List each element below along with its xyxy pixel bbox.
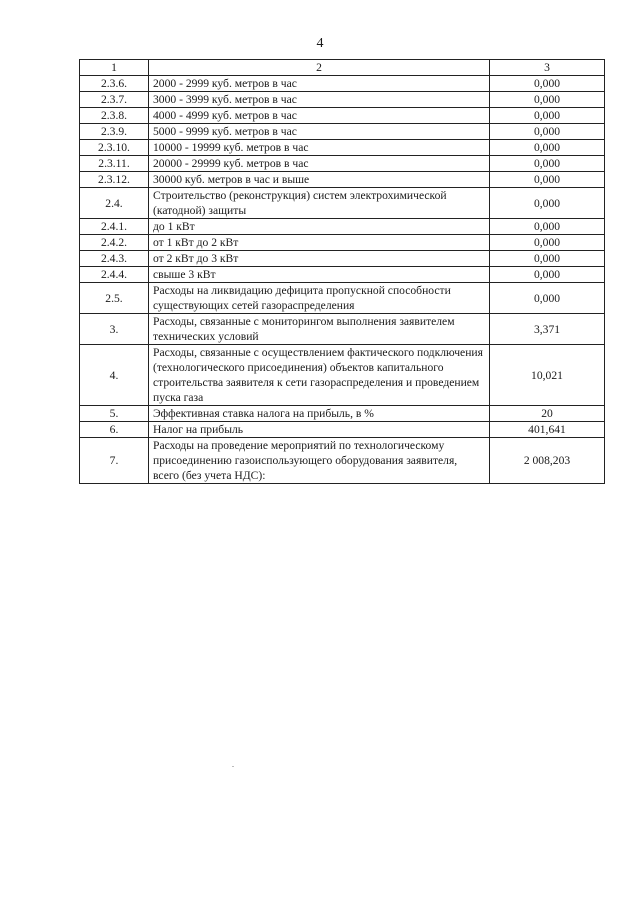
row-description-cell: Эффективная ставка налога на прибыль, в %: [149, 406, 490, 422]
table-row: [80, 188, 605, 219]
scan-speck: [232, 766, 234, 767]
row-value-cell: 0,000: [490, 124, 605, 140]
row-description-cell: от 2 кВт до 3 кВт: [149, 251, 490, 267]
column-header-2: 2: [149, 60, 490, 76]
row-description-cell: от 1 кВт до 2 кВт: [149, 235, 490, 251]
row-number-cell: 2.3.12.: [80, 172, 149, 188]
row-value-cell: 10,021: [490, 345, 605, 406]
row-number-cell: 2.4.: [80, 188, 149, 219]
row-value-cell: 0,000: [490, 172, 605, 188]
row-value-cell: 0,000: [490, 156, 605, 172]
column-header-1: 1: [80, 60, 149, 76]
row-description-cell: 4000 - 4999 куб. метров в час: [149, 108, 490, 124]
table-row: [80, 108, 605, 124]
row-value-cell: 3,371: [490, 314, 605, 345]
table-row: [80, 76, 605, 92]
row-number-cell: 2.3.6.: [80, 76, 149, 92]
table-row: [80, 219, 605, 235]
row-description-cell: 5000 - 9999 куб. метров в час: [149, 124, 490, 140]
row-description-cell: свыше 3 кВт: [149, 267, 490, 283]
row-value-cell: 2 008,203: [490, 438, 605, 484]
page-number: 4: [316, 36, 324, 51]
row-number-cell: 7.: [80, 438, 149, 484]
row-number-cell: 2.3.11.: [80, 156, 149, 172]
row-number-cell: 2.5.: [80, 283, 149, 314]
row-description-cell: Строительство (реконструкция) систем электрохимической (катодной) защиты: [149, 188, 490, 219]
row-number-cell: 2.4.2.: [80, 235, 149, 251]
row-value-cell: 0,000: [490, 188, 605, 219]
row-number-cell: 2.3.7.: [80, 92, 149, 108]
row-value-cell: 0,000: [490, 283, 605, 314]
row-value-cell: 0,000: [490, 76, 605, 92]
row-number-cell: 2.4.3.: [80, 251, 149, 267]
table-row: [80, 422, 605, 438]
row-number-cell: 2.4.1.: [80, 219, 149, 235]
row-number-cell: 2.3.8.: [80, 108, 149, 124]
row-number-cell: 2.3.9.: [80, 124, 149, 140]
row-number-cell: 6.: [80, 422, 149, 438]
table-row: [80, 156, 605, 172]
row-description-cell: Расходы, связанные с осуществлением фактического подключения (технологического присоединения) объектов капитального строительства заявителя к сети газораспределения и проведением пуска газа: [149, 345, 490, 406]
row-description-cell: Налог на прибыль: [149, 422, 490, 438]
row-description-cell: 30000 куб. метров в час и выше: [149, 172, 490, 188]
row-value-cell: 0,000: [490, 140, 605, 156]
row-value-cell: 0,000: [490, 219, 605, 235]
row-number-cell: 5.: [80, 406, 149, 422]
row-description-cell: 2000 - 2999 куб. метров в час: [149, 76, 490, 92]
row-description-cell: Расходы на ликвидацию дефицита пропускной способности существующих сетей газораспределения: [149, 283, 490, 314]
table-header-row: [80, 60, 605, 76]
row-number-cell: 2.4.4.: [80, 267, 149, 283]
row-value-cell: 0,000: [490, 235, 605, 251]
table-row: [80, 140, 605, 156]
row-description-cell: 3000 - 3999 куб. метров в час: [149, 92, 490, 108]
row-description-cell: 10000 - 19999 куб. метров в час: [149, 140, 490, 156]
row-value-cell: 0,000: [490, 267, 605, 283]
row-number-cell: 2.3.10.: [80, 140, 149, 156]
table-row: [80, 235, 605, 251]
table-row: [80, 345, 605, 406]
table-row: [80, 172, 605, 188]
row-number-cell: 3.: [80, 314, 149, 345]
table-row: [80, 438, 605, 484]
row-value-cell: 0,000: [490, 108, 605, 124]
table-row: [80, 251, 605, 267]
row-description-cell: 20000 - 29999 куб. метров в час: [149, 156, 490, 172]
table-row: [80, 283, 605, 314]
table-row: [80, 92, 605, 108]
column-header-3: 3: [490, 60, 605, 76]
row-value-cell: 401,641: [490, 422, 605, 438]
cost-table: [79, 59, 605, 484]
row-value-cell: 20: [490, 406, 605, 422]
row-number-cell: 4.: [80, 345, 149, 406]
table-row: [80, 124, 605, 140]
table-row: [80, 314, 605, 345]
row-value-cell: 0,000: [490, 92, 605, 108]
row-description-cell: Расходы, связанные с мониторингом выполнения заявителем технических условий: [149, 314, 490, 345]
row-value-cell: 0,000: [490, 251, 605, 267]
table-row: [80, 406, 605, 422]
row-description-cell: Расходы на проведение мероприятий по технологическому присоединению газоиспользующего оборудования заявителя, всего (без учета НДС):: [149, 438, 490, 484]
row-description-cell: до 1 кВт: [149, 219, 490, 235]
table-row: [80, 267, 605, 283]
